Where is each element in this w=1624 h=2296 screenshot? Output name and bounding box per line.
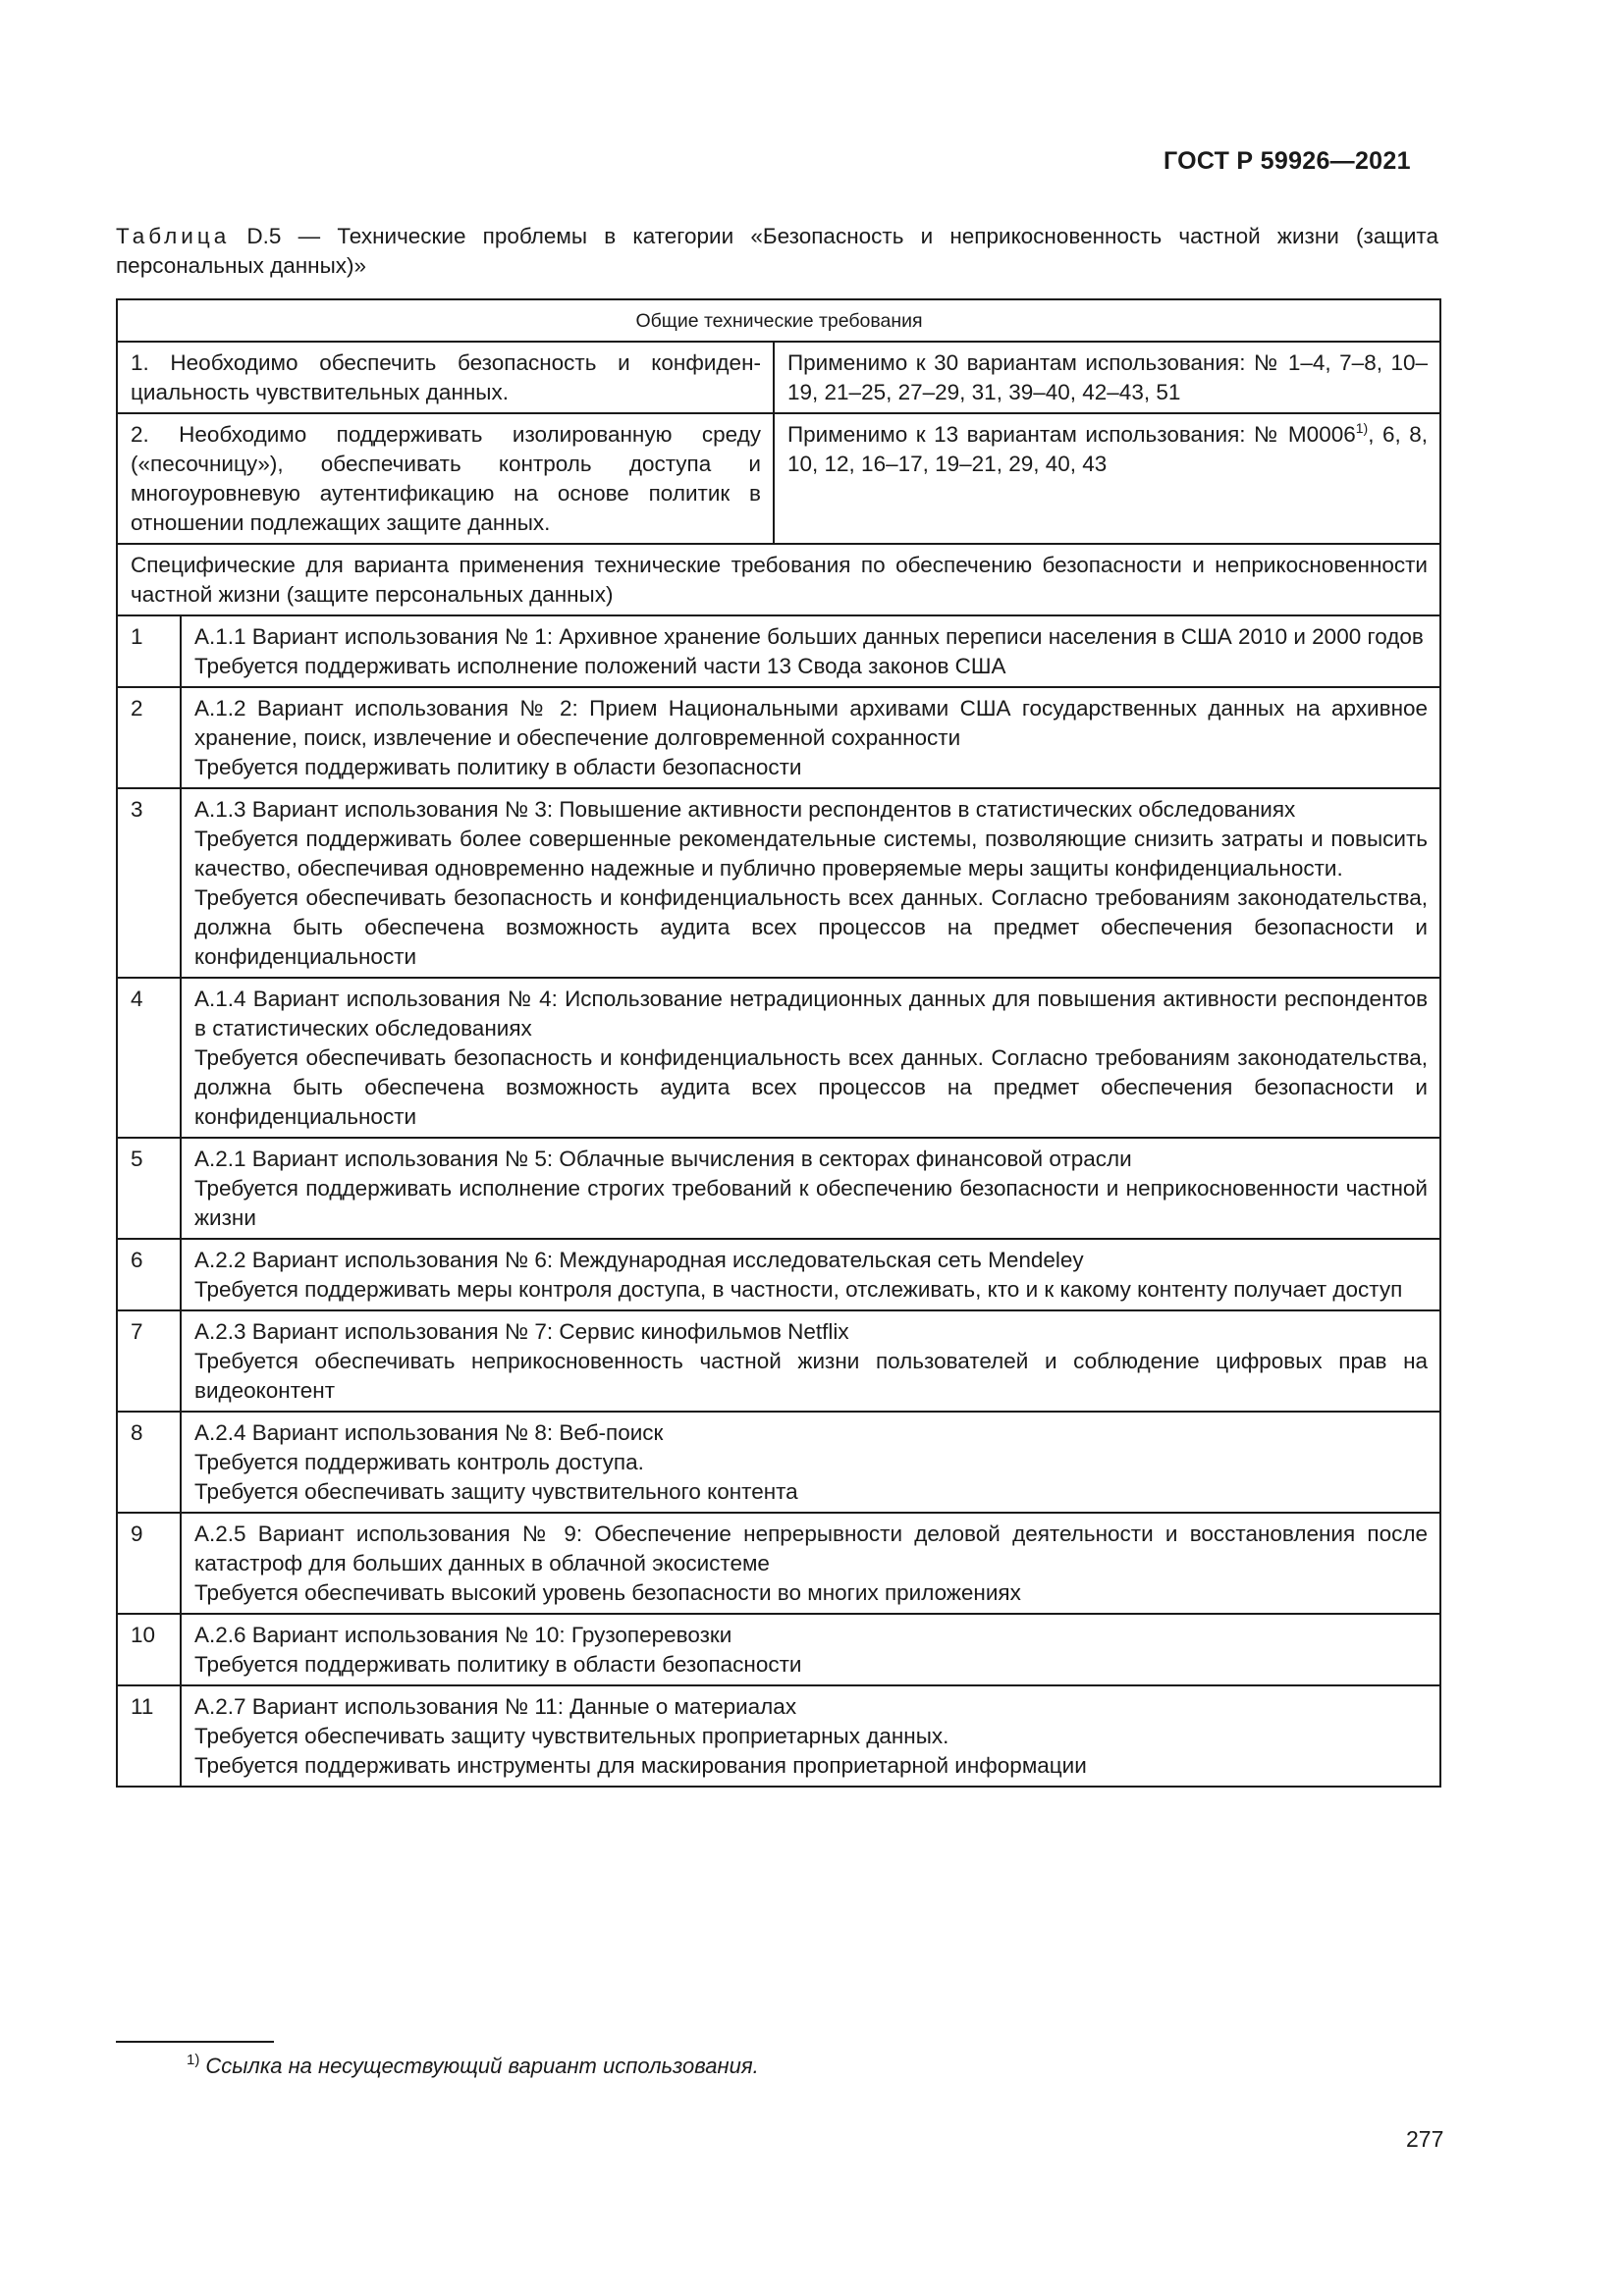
specific-header-cell: Специфические для варианта применения технические требования по обеспечению безопасности и неприкосновенности частной жизни (защите персональных данных): [117, 544, 1440, 615]
row-description: [181, 1685, 1440, 1787]
footnote: [187, 2054, 759, 2079]
general-requirement-cell: 2. Необходимо поддерживать изолированную среду («песочницу»), обеспечивать контроль доступа и многоуровневую аутентификацию на основе политик в отношении подлежащих защите данных.: [117, 413, 774, 544]
description-line: Требуется обеспечивать безопасность и конфиденциальность всех данных. Согласно требованиям законодательства, должна быть обеспечена возможность аудита всех процессов на предмет обеспечения безопасности и конфиденциальности: [194, 885, 1429, 969]
description-line: Требуется поддерживать исполнение положений части 13 Свода законов США: [194, 654, 1006, 678]
table-row: [117, 1513, 1440, 1614]
row-number: 10: [117, 1614, 181, 1685]
description-line: А.2.6 Вариант использования № 10: Грузоперевозки: [194, 1623, 732, 1647]
description-line: А.2.7 Вариант использования № 11: Данные о материалах: [194, 1694, 797, 1719]
description-line: Требуется поддерживать более совершенные рекомендательные системы, позволяющие снизить затраты и повысить качество, обеспечивая одновременно надежные и публично проверяемые меры защиты конфиденциальности.: [194, 827, 1429, 881]
caption-label: Таблица: [116, 224, 231, 248]
description-line: Требуется поддерживать контроль доступа.: [194, 1450, 644, 1474]
description-line: Требуется поддерживать исполнение строгих требований к обеспечению безопасности и неприкосновенности частной жизни: [194, 1176, 1429, 1230]
table-row: [117, 1685, 1440, 1787]
description-line: А.1.3 Вариант использования № 3: Повышение активности респондентов в статистических обследованиях: [194, 797, 1296, 822]
description-line: А.1.1 Вариант использования № 1: Архивное хранение больших данных переписи населения в США 2010 и 2000 годов: [194, 624, 1424, 649]
description-line: А.2.4 Вариант использования № 8: Веб-поиск: [194, 1420, 664, 1445]
general-header-cell: Общие технические требования: [117, 299, 1440, 342]
row-description: [181, 615, 1440, 687]
description-line: А.2.2 Вариант использования № 6: Международная исследовательская сеть Mendeley: [194, 1248, 1084, 1272]
table-row: [117, 1310, 1440, 1412]
specific-header-row: [117, 544, 1440, 615]
table-row: [117, 1239, 1440, 1310]
description-line: А.2.1 Вариант использования № 5: Облачные вычисления в секторах финансовой отрасли: [194, 1147, 1132, 1171]
row-number: 11: [117, 1685, 181, 1787]
row-number: 5: [117, 1138, 181, 1239]
footnote-text: Ссылка на несуществующий вариант использования.: [205, 2054, 759, 2078]
row-number: 8: [117, 1412, 181, 1513]
row-description: [181, 1614, 1440, 1685]
general-applicability-cell: [774, 413, 1440, 544]
general-applicability-cell: Применимо к 30 вариантам использования: № 1–4, 7–8, 10–19, 21–25, 27–29, 31, 39–40, 42–43, 51: [774, 342, 1440, 413]
table-row: [117, 687, 1440, 788]
description-line: А.1.2 Вариант использования № 2: Прием Национальными архивами США государственных данных на архивное хранение, поиск, извлечение и обеспечение долговременной сохранности: [194, 696, 1429, 750]
description-line: Требуется поддерживать политику в области безопасности: [194, 755, 802, 779]
row-number: 3: [117, 788, 181, 978]
applicability-text-tail: , 6, 8, 10, 12, 16–17, 19–21, 29, 40, 43: [787, 422, 1428, 476]
row-description: [181, 1138, 1440, 1239]
row-description: [181, 1310, 1440, 1412]
applicability-text: Применимо к 13 вариантам использования: № M0006: [787, 422, 1356, 447]
row-description: [181, 1239, 1440, 1310]
footnote-mark: 1): [187, 2052, 200, 2068]
row-description: [181, 978, 1440, 1138]
row-number: 9: [117, 1513, 181, 1614]
row-number: 4: [117, 978, 181, 1138]
description-line: А.2.5 Вариант использования № 9: Обеспечение непрерывности деловой деятельности и восстановления после катастроф для больших данных в облачной экосистеме: [194, 1522, 1429, 1575]
description-line: Требуется поддерживать меры контроля доступа, в частности, отслеживать, кто и к какому контенту получает доступ: [194, 1277, 1403, 1302]
description-line: А.1.4 Вариант использования № 4: Использование нетрадиционных данных для повышения активности респондентов в статистических обследованиях: [194, 987, 1429, 1041]
table-row: [117, 1614, 1440, 1685]
description-line: Требуется обеспечивать неприкосновенность частной жизни пользователей и соблюдение цифровых прав на видеоконтент: [194, 1349, 1429, 1403]
general-row: [117, 413, 1440, 544]
description-line: А.2.3 Вариант использования № 7: Сервис кинофильмов Netflix: [194, 1319, 849, 1344]
general-header-row: [117, 299, 1440, 342]
table-caption: [116, 222, 1438, 281]
table-row: [117, 615, 1440, 687]
row-number: 7: [117, 1310, 181, 1412]
general-row: [117, 342, 1440, 413]
row-description: [181, 1513, 1440, 1614]
standard-designation: ГОСТ Р 59926—2021: [1164, 147, 1411, 175]
description-line: Требуется обеспечивать безопасность и конфиденциальность всех данных. Согласно требованиям законодательства, должна быть обеспечена возможность аудита всех процессов на предмет обеспечения безопасности и конфиденциальности: [194, 1045, 1429, 1129]
footnote-separator: [116, 2041, 274, 2043]
row-number: 1: [117, 615, 181, 687]
description-line: Требуется обеспечивать защиту чувствительного контента: [194, 1479, 798, 1504]
page-number: 277: [1406, 2126, 1444, 2152]
table-row: [117, 1412, 1440, 1513]
description-line: Требуется обеспечивать высокий уровень безопасности во многих приложениях: [194, 1580, 1021, 1605]
table-row: [117, 978, 1440, 1138]
row-number: 6: [117, 1239, 181, 1310]
description-line: Требуется обеспечивать защиту чувствительных проприетарных данных.: [194, 1724, 949, 1748]
footnote-reference: 1): [1355, 420, 1369, 436]
description-line: Требуется поддерживать инструменты для маскирования проприетарной информации: [194, 1753, 1087, 1778]
row-number: 2: [117, 687, 181, 788]
table-row: [117, 1138, 1440, 1239]
requirements-table: [116, 298, 1441, 1788]
caption-text: D.5 — Технические проблемы в категории «Безопасность и неприкосновенность частной жизни (защита персональных данных)»: [116, 224, 1438, 278]
table-row: [117, 788, 1440, 978]
general-requirement-cell: 1. Необходимо обеспечить безопасность и конфиденциальность чувствительных данных.: [117, 342, 774, 413]
row-description: [181, 1412, 1440, 1513]
description-line: Требуется поддерживать политику в области безопасности: [194, 1652, 802, 1677]
row-description: [181, 687, 1440, 788]
row-description: [181, 788, 1440, 978]
